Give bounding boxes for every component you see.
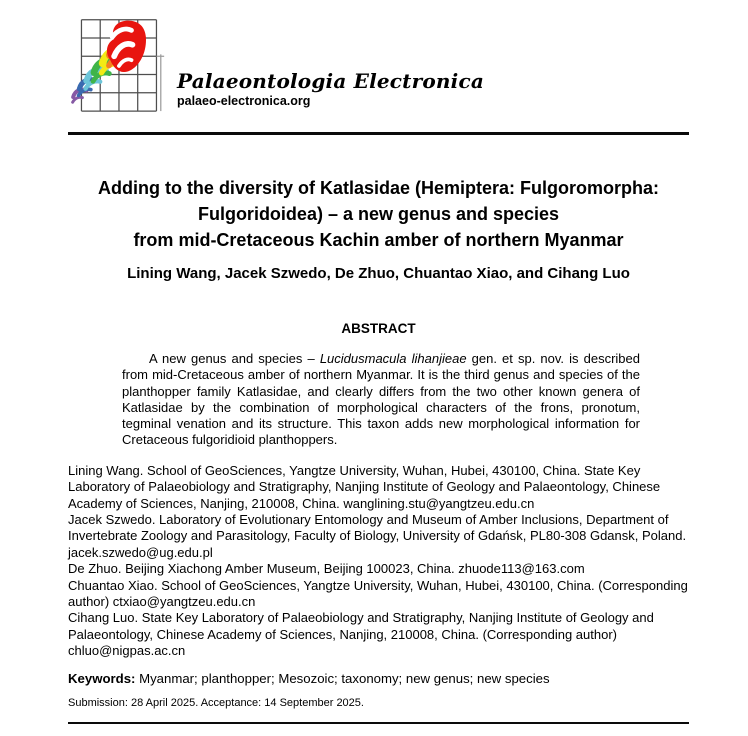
journal-url: palaeo-electronica.org — [177, 94, 311, 108]
affiliations-block — [68, 463, 689, 660]
affiliation-entry-5: Cihang Luo. State Key Laboratory of Palaeobiology and Stratigraphy, Nanjing Institute of Geology and Palaeontology, Chinese Academy of Sciences, Nanjing, 210008, China. (Corresponding author) chluo@nigpas.ac.cn — [68, 610, 654, 659]
article-authors: Lining Wang, Jacek Szwedo, De Zhuo, Chuantao Xiao, and Cihang Luo — [127, 265, 630, 282]
journal-name: Palaeontologia Electronica — [177, 69, 484, 93]
affiliation-entry-2: Jacek Szwedo. Laboratory of Evolutionary Entomology and Museum of Amber Inclusions, Department of Invertebrate Zoology and Parasitology, Faculty of Biology, University of Gdańsk, PL80-308 Gdansk, Poland. jacek.szwedo@ug.edu.pl — [68, 512, 687, 560]
keywords-label: Keywords: — [68, 670, 136, 686]
affiliation-entry-3: De Zhuo. Beijing Xiachong Amber Museum, Beijing 100023, China. zhuode113@163.com — [68, 561, 585, 577]
keywords-values: Myanmar; planthopper; Mesozoic; taxonomy; new genus; new species — [135, 670, 550, 686]
keywords-line — [68, 670, 689, 687]
logo-blob-red-icon — [107, 21, 146, 72]
journal-logo-icon — [68, 8, 168, 118]
taxon-name: Lucidusmacula lihanjieae — [319, 351, 467, 366]
top-divider — [68, 132, 689, 135]
bottom-divider — [68, 722, 689, 724]
affiliation-entry-4: Chuantao Xiao. School of GeoSciences, Yangtze University, Wuhan, Hubei, 430100, China. (Corresponding author) ctxiao@yangtzeu.edu.cn — [68, 577, 688, 610]
logo-grid-light-icon — [156, 54, 164, 111]
abstract-text-pre: A new genus and species – — [149, 351, 320, 366]
abstract-text — [122, 351, 640, 449]
journal-masthead — [68, 0, 689, 126]
affiliation-entry-1: Lining Wang. School of GeoSciences, Yangtze University, Wuhan, Hubei, 430100, China. State Key Laboratory of Palaeobiology and Stratigraphy, Nanjing Institute of Geology and Palaeontology, Chinese Academy of Sciences, Nanjing, 210008, China. wanglining.stu@yangtzeu.edu.cn — [68, 462, 661, 511]
article-title-line-1: Adding to the diversity of Katlasidae (Hemiptera: Fulgoromorpha: — [97, 178, 660, 198]
article-title-line-3: from mid-Cretaceous Kachin amber of northern Myanmar — [133, 230, 624, 250]
submission-dates: Submission: 28 April 2025. Acceptance: 14 September 2025. — [68, 696, 364, 709]
masthead-text — [177, 8, 484, 109]
article-title-line-2: Fulgoridoidea) – a new genus and species — [197, 204, 560, 224]
abstract-text-post: gen. et sp. nov. is described from mid-Cretaceous amber of northern Myanmar. It is the third genus and species of the planthopper family Katlasidae, and clearly differs from the two other known genera of Katlasidae by the combination of morphological characters of the frons, pronotum, tegminal venation and its structure. This taxon adds new morphological information for Cretaceous fulgoridioid planthoppers. — [122, 351, 640, 448]
abstract-heading: ABSTRACT — [341, 321, 416, 336]
article-title — [68, 175, 689, 253]
